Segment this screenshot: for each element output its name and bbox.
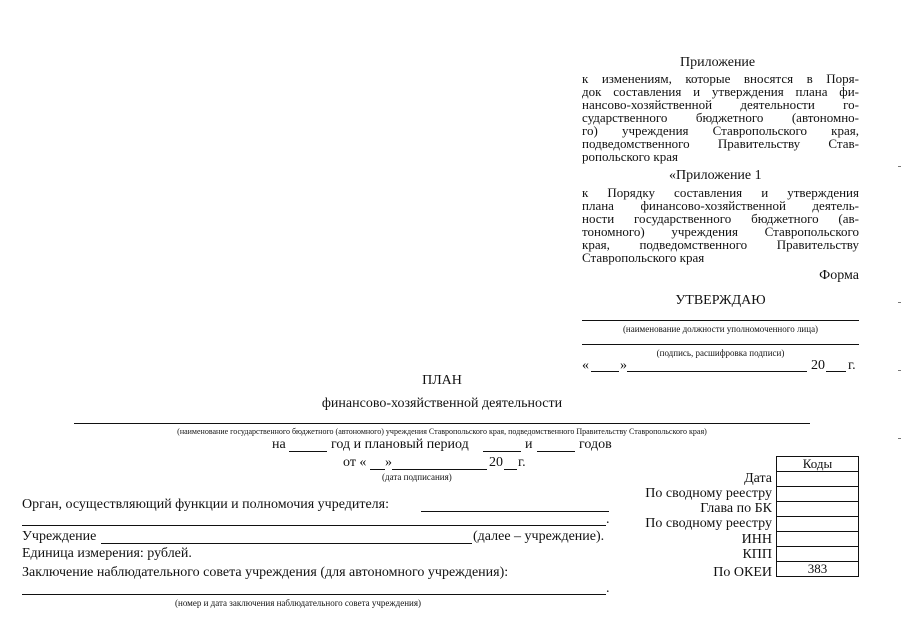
institution-suffix: (далее – учреждение). [473, 529, 605, 544]
institution-name-caption: (наименование государственного бюджетного (автономного) учреждения Ставропольского края, подведомственного Правительству Ставропольского края) [177, 427, 707, 436]
code-label-kpp: КПП [742, 547, 772, 562]
codes-table [776, 456, 859, 577]
plan-year-line[interactable] [504, 469, 517, 470]
appendix-line: к изменениям, которые вносятся в Поря- [582, 71, 859, 86]
founder-line[interactable] [421, 511, 609, 512]
conclusion-caption: (номер и дата заключения наблюдательного совета учреждения) [175, 598, 421, 608]
approve-year-line[interactable] [826, 371, 846, 372]
period-year2-line[interactable] [483, 451, 521, 452]
approve-month-line[interactable] [627, 371, 807, 372]
appendix1-line: тономного) учреждения Ставропольского [582, 224, 859, 239]
appendix1-line: ности государственного бюджетного (ав- [582, 211, 859, 226]
appendix1-text [582, 186, 859, 264]
code-cell-inn[interactable] [777, 532, 859, 547]
period-end: годов [579, 437, 612, 452]
code-label-registry: По сводному реестру [645, 486, 772, 501]
appendix1-title: «Приложение 1 [669, 168, 762, 183]
institution-label: Учреждение [22, 529, 97, 544]
code-label-okei: По ОКЕИ [713, 565, 772, 580]
founder-end-mark: . [606, 512, 610, 527]
conclusion-line[interactable] [22, 594, 606, 595]
code-label-inn: ИНН [741, 532, 772, 547]
scan-mark [898, 370, 901, 371]
appendix1-line: к Порядку составления и утверждения [582, 185, 859, 200]
appendix-text [582, 72, 859, 163]
plan-month-line[interactable] [392, 469, 487, 470]
plan-date-g: г. [518, 455, 526, 470]
scan-mark [898, 302, 901, 303]
code-cell-kpp[interactable] [777, 547, 859, 562]
approve-day-line[interactable] [591, 371, 619, 372]
appendix-line: ропольского края [582, 149, 678, 164]
approve-title: УТВЕРЖДАЮ [675, 293, 766, 308]
plan-day-line[interactable] [370, 469, 385, 470]
appendix1-line: Ставропольского края [582, 250, 705, 265]
appendix-title: Приложение [680, 55, 756, 70]
code-label-registry-2: По сводному реестру [645, 516, 772, 531]
form-label: Форма [819, 268, 859, 283]
period-year-line[interactable] [289, 451, 327, 452]
code-cell-date[interactable] [777, 472, 859, 487]
appendix-line: док составления и утверждения плана фи- [582, 84, 859, 99]
approve-date-close: » [620, 358, 627, 373]
code-label-date: Дата [744, 471, 772, 486]
code-cell-registry-2[interactable] [777, 517, 859, 532]
institution-name-line[interactable] [74, 423, 810, 424]
approve-year-prefix: 20 [811, 358, 825, 373]
position-line[interactable] [582, 320, 859, 321]
plan-date-close: » [385, 455, 392, 470]
plan-subtitle: финансово-хозяйственной деятельности [321, 396, 563, 411]
institution-line[interactable] [101, 543, 472, 544]
scan-mark [898, 166, 901, 167]
plan-date-year: 20 [489, 455, 503, 470]
conclusion-end-mark: . [606, 581, 610, 596]
approve-date-open: « [582, 358, 589, 373]
plan-date-ot: от « [343, 455, 367, 470]
appendix1-line: края, подведомственного Правительству [582, 237, 859, 252]
appendix-line: го) учреждения Ставропольского края, [582, 123, 859, 138]
period-na: на [272, 437, 286, 452]
period-year3-line[interactable] [537, 451, 575, 452]
period-mid: год и плановый период [331, 437, 469, 452]
appendix1-line: плана финансово-хозяйственной деятель- [582, 198, 859, 213]
founder-label: Орган, осуществляющий функции и полномочия учредителя: [22, 497, 389, 512]
code-cell-bk[interactable] [777, 502, 859, 517]
period-and: и [525, 437, 533, 452]
approve-year-suffix: г. [848, 358, 856, 373]
codes-header: Коды [777, 457, 859, 472]
code-cell-registry[interactable] [777, 487, 859, 502]
plan-title: ПЛАН [422, 373, 462, 388]
code-label-bk: Глава по БК [700, 501, 772, 516]
plan-date-caption: (дата подписания) [382, 472, 452, 482]
code-cell-okei[interactable]: 383 [777, 562, 859, 577]
signature-caption: (подпись, расшифровка подписи) [656, 348, 785, 358]
appendix-line: нансово-хозяйственной деятельности го- [582, 97, 859, 112]
appendix-line: сударственного бюджетного (автономно- [582, 110, 859, 125]
scan-mark [898, 438, 901, 439]
founder-line-2[interactable] [22, 525, 606, 526]
signature-line[interactable] [582, 344, 859, 345]
appendix-line: подведомственного Правительству Став- [582, 136, 859, 151]
conclusion-label: Заключение наблюдательного совета учреждения (для автономного учреждения): [22, 565, 509, 580]
position-caption: (наименование должности уполномоченного лица) [622, 324, 819, 334]
unit-label: Единица измерения: рублей. [22, 546, 192, 561]
